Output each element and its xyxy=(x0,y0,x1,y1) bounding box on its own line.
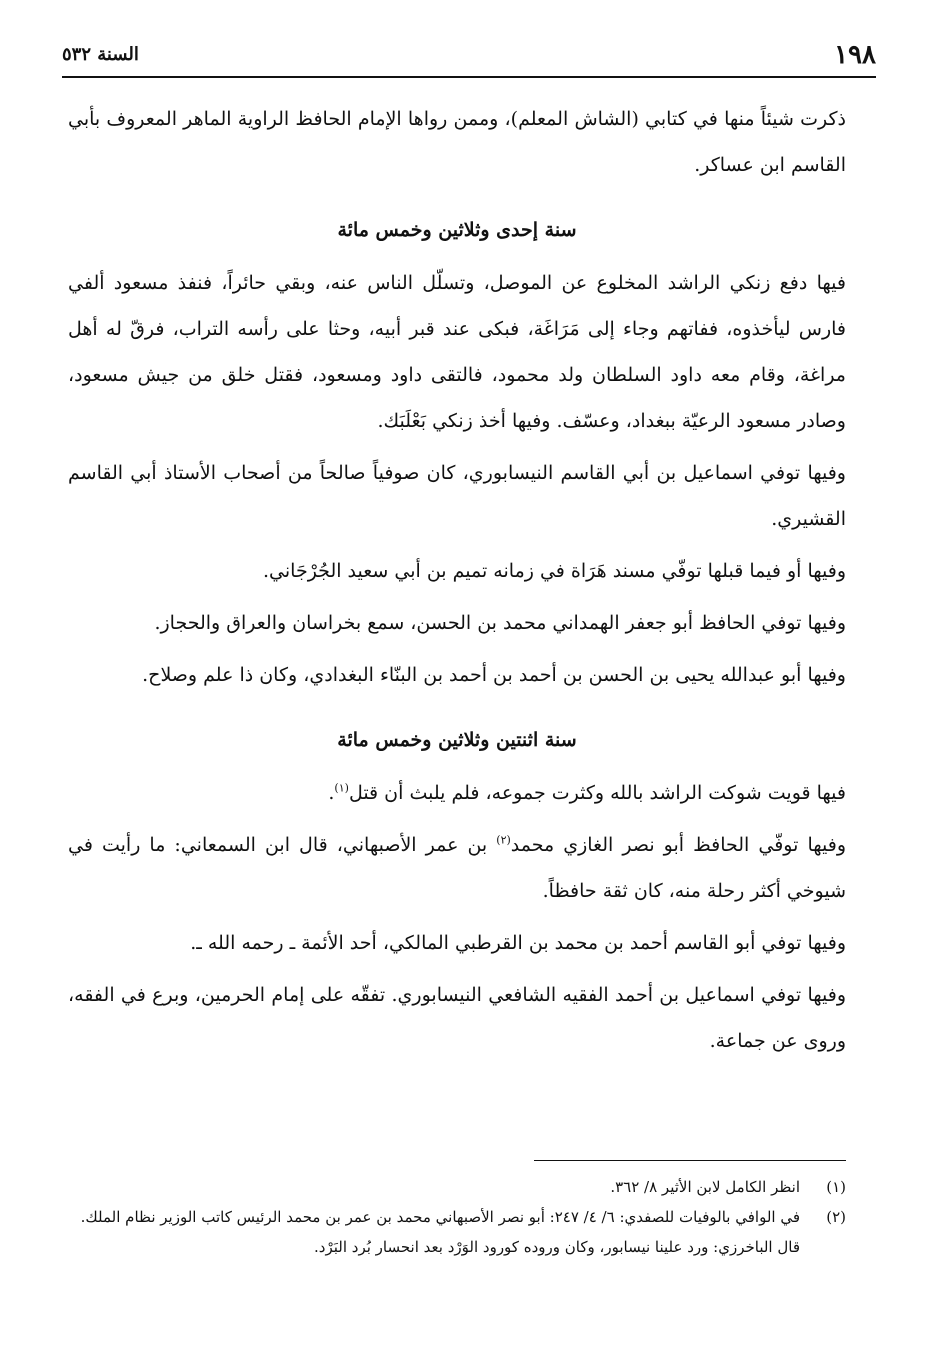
section-heading-531: سنة إحدى وثلاثين وخمس مائة xyxy=(337,219,577,241)
footnotes xyxy=(68,1172,846,1262)
footnote-divider xyxy=(534,1160,846,1161)
footnote-number: (١) xyxy=(826,1178,846,1196)
footnote-2 xyxy=(68,1202,846,1262)
section-heading-532: سنة اثنتين وثلاثين وخمس مائة xyxy=(337,729,577,751)
paragraph xyxy=(68,822,846,914)
page-body xyxy=(68,96,846,1070)
paragraph-text: فيها قويت شوكت الراشد بالله وكثرت جموعه، فلم يلبث أن قتل xyxy=(348,782,846,804)
paragraph-end: . xyxy=(328,782,335,804)
footnote-1 xyxy=(68,1172,846,1202)
paragraph: وفيها أو فيما قبلها توفّي مسند هَرَاة في زمانه تميم بن أبي سعيد الجُرْجَاني. xyxy=(263,560,846,582)
paragraph: وفيها توفي اسماعيل بن أحمد الفقيه الشافعي النيسابوري. تفقّه على إمام الحرمين، وبرع في الفقه، وروى عن جماعة. xyxy=(68,984,846,1052)
page-number: ١٩٨ xyxy=(834,40,876,70)
paragraph: وفيها توفي أبو القاسم أحمد بن محمد بن القرطبي المالكي، أحد الأئمة ـ رحمه الله ـ. xyxy=(190,932,846,954)
paragraph-text: بن عمر الأصبهاني، قال ابن السمعاني: ما رأيت في شيوخي أكثر رحلة منه، كان ثقة حافظاً. xyxy=(68,834,846,902)
running-title: السنة ٥٣٢ xyxy=(62,44,139,65)
footnote-text: في الوافي بالوفيات للصفدي: ٦/ ٤/ ٢٤٧: أبو نصر الأصبهاني محمد بن عمر بن محمد الرئيس كاتب الوزير نظام الملك. قال الباخرزي: ورد علينا نيسابور، وكان وروده كورود الوَرْد بعد انحسار بُرد البَرْد. xyxy=(80,1208,800,1256)
paragraph: فيها دفع زنكي الراشد المخلوع عن الموصل، وتسلّل الناس عنه، وبقي حائراً، فنفذ مسعود ألفي فارس ليأخذوه، ففاتهم وجاء إلى مَرَاغَة، فبكى عند قبر أبيه، وحثا على رأسه التراب، فرقّ له أهل مراغة، وقام معه داود السلطان ولد محمود، فالتقى داود ومسعود، فقتل خلق من جيش مسعود، وصادر مسعود الرعيّة ببغداد، وعسّف. وفيها أخذ زنكي بَعْلَبَك. xyxy=(68,272,846,432)
page-header xyxy=(62,40,876,78)
paragraph-text: وفيها توفّي الحافظ أبو نصر الغازي محمد xyxy=(510,834,847,856)
paragraph: وفيها توفي الحافظ أبو جعفر الهمداني محمد بن الحسن، سمع بخراسان والعراق والحجاز. xyxy=(154,612,846,634)
intro-paragraph: ذكرت شيئاً منها في كتابي (الشاش المعلم)، وممن رواها الإمام الحافظ الراوية الماهر المعروف بأبي القاسم ابن عساكر. xyxy=(68,108,846,176)
footnote-number: (٢) xyxy=(826,1208,846,1226)
paragraph: وفيها توفي اسماعيل بن أبي القاسم النيسابوري، كان صوفياً صالحاً من أصحاب الأستاذ أبي القاسم القشيري. xyxy=(68,462,846,530)
paragraph xyxy=(68,770,846,816)
paragraph: وفيها أبو عبدالله يحيى بن الحسن بن أحمد بن أحمد بن البنّاء البغدادي، وكان ذا علم وصلاح. xyxy=(142,664,846,686)
footnote-ref-1[interactable]: (١) xyxy=(334,781,349,795)
footnote-text: انظر الكامل لابن الأثير ٨/ ٣٦٢. xyxy=(610,1178,800,1196)
footnote-ref-2[interactable]: (٢) xyxy=(496,833,511,847)
